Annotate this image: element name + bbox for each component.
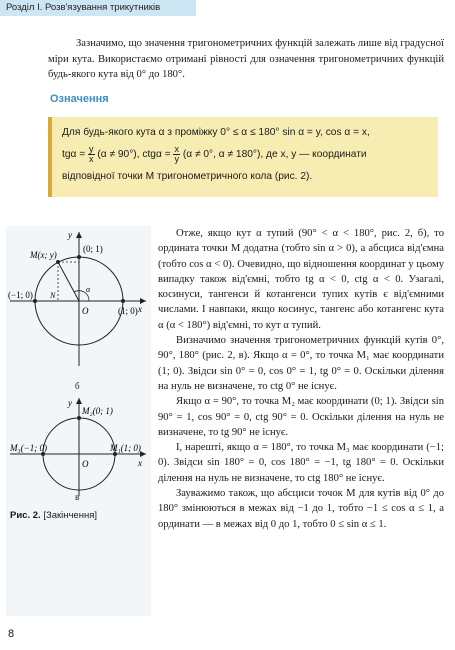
- label-m3: M₃(−1; 0): [10, 443, 47, 453]
- paragraph-5: Зауважимо також, що абсциси точок M для кутів від 0° до 180° змінюються в межах від −1 до 1, тобто −1 ≤ cos α ≤ 1, а ординати — в межах від 0 до 1, тобто 0 ≤ sin α ≤ 1.: [158, 488, 444, 530]
- definition-line-2: [62, 144, 428, 166]
- sub-label-b: б: [75, 381, 80, 391]
- figure-caption: [10, 510, 97, 521]
- ctg-condition: (α ≠ 0°, α ≠ 180°), де x, y — координати: [182, 149, 367, 160]
- label-n-top: N: [50, 291, 56, 300]
- definition-box: [48, 117, 438, 197]
- label-m2: M₂(0; 1): [82, 406, 113, 416]
- paragraph-2: Визначимо значення тригонометричних функцій кутів 0°, 90°, 180° (рис. 2, в). Якщо α = 0°, то точка M₁ має координати (1; 0). Звідси sin 0° = 0, cos 0° = 1, tg 0° = 0. Оскільки ділення на нуль не визначене, то ctg 0° не існує.: [158, 335, 444, 392]
- unit-circle-obtuse-diagram: [6, 226, 151, 376]
- figure-column: [6, 226, 151, 616]
- paragraph-4: І, нарешті, якщо α = 180°, то точка M₃ має координати (−1; 0). Звідси sin 180° = 0, cos 180° = −1, tg 180° = 0. Оскільки ділення на нуль не визначене, то ctg 180° не існує.: [158, 442, 444, 484]
- sub-label-v: в: [75, 492, 80, 502]
- label-y-top: y: [68, 230, 72, 240]
- tg-prefix: tgα =: [62, 149, 86, 160]
- ctg-fraction: $\frac{x}{y}$: [174, 143, 179, 164]
- label-x-bottom: x: [138, 458, 142, 468]
- figure-caption-number: Рис. 2.: [10, 510, 41, 521]
- paragraph-1: Отже, якщо кут α тупий (90° < α < 180°, рис. 2, б), то ордината точки M додатна (тобто sin α > 0), а абсциса від'ємна (тобто cos α < 0). Очевидно, що відношення координат у цьому випадку також від'ємні, тобто tg α < 0, ctg α < 0. Узагалі, косинуси, тангенси й котангенси тупих кутів є від'ємними числами. І навпаки, якщо косинус, тангенс або котангенс кута α (α < 180°) від'ємні, то кут α тупий.: [158, 228, 444, 331]
- label-o-bottom: O: [82, 459, 89, 469]
- label-x-top: x: [138, 304, 142, 314]
- label-10-top: (1; 0): [118, 306, 138, 316]
- label-01-top: (0; 1): [83, 244, 103, 254]
- unit-circle-special-angles-diagram: [6, 396, 151, 506]
- tg-fraction: $\frac{y}{x}$: [89, 143, 94, 164]
- intro-paragraph: Зазначимо, що значення тригонометричних функцій залежать лише від градусної міри кута. Використаємо отримані рівності для означення тригонометричних функцій будь-якого кута від 0° до 180°.: [48, 38, 444, 80]
- definition-title: Означення: [50, 93, 109, 105]
- label-alpha-top: α: [86, 285, 91, 294]
- figure-caption-text: [Закінчення]: [43, 510, 97, 521]
- label-m1: M₁(1; 0): [110, 443, 141, 453]
- label-m-top: M(x; y): [30, 250, 57, 260]
- section-header: Розділ I. Розв'язування трикутників: [0, 0, 196, 16]
- tg-condition: (α ≠ 90°),: [97, 149, 140, 160]
- definition-line-3: відповідної точки M тригонометричного кола (рис. 2).: [62, 171, 313, 182]
- page-number: 8: [8, 628, 15, 640]
- main-text: [158, 226, 444, 532]
- ctg-prefix: ctgα =: [142, 149, 171, 160]
- definition-line-1: Для будь-якого кута α з проміжку 0° ≤ α ≤ 180° sin α = y, cos α = x,: [62, 127, 370, 138]
- label-y-bottom: y: [68, 398, 72, 408]
- label-m10-top: (−1; 0): [8, 290, 33, 300]
- paragraph-3: Якщо α = 90°, то точка M₂ має координати (0; 1). Звідси sin 90° = 1, cos 90° = 0, ctg 90° = 0. Оскільки ділення на нуль не визначене, то tg 90° не існує.: [158, 396, 444, 438]
- label-o-top: O: [82, 306, 89, 316]
